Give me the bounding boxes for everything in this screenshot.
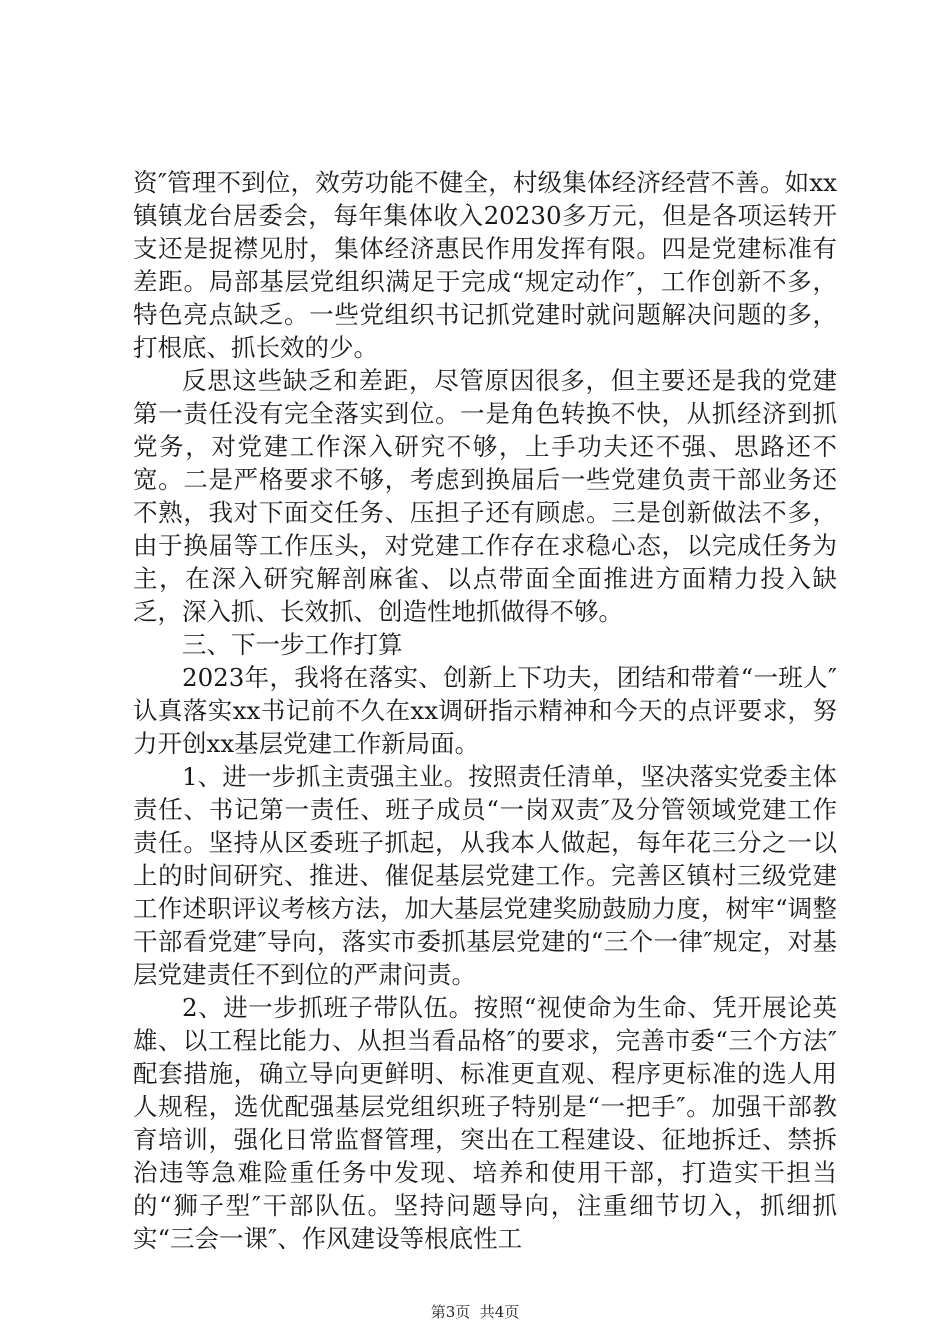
paragraph-2: 反思这些缺乏和差距，尽管原因很多，但主要还是我的党建第一责任没有完全落实到位。一是角色转换不快，从抓经济到抓党务，对党建工作深入研究不够，上手功夫还不强、思路还不宽。二是严格要求不够，考虑到换届后一些党建负责干部业务还不熟，我对下面交任务、压担子还有顾虑。三是创新做法不多，由于换届等工作压头，对党建工作存在求稳心态，以完成任务为主，在深入研究解剖麻雀、以点带面全面推进方面精力投入缺乏，深入抓、长效抓、创造性地抓做得不够。 [133,366,837,626]
page-number-label: 第3页 共4页 [430,1303,520,1321]
section-heading-3: 三、下一步工作打算 [182,630,403,659]
page-footer [0,1302,950,1322]
paragraph-4: 1、进一步抓主责强主业。按照责任清单，坚决落实党委主体责任、书记第一责任、班子成员“一岗双责″及分管领域党建工作责任。坚持从区委班子抓起，从我本人做起，每年花三分之一以上的时间研究、推进、催促基层党建工作。完善区镇村三级党建工作述职评议考核方法，加大基层党建奖励鼓励力度，树牢“调整干部看党建″导向，落实市委抓基层党建的“三个一律″规定，对基层党建责任不到位的严肃问责。 [133,762,837,989]
paragraph-3: 2023年，我将在落实、创新上下功夫，团结和带着“一班人″认真落实xx书记前不久在xx调研指示精神和今天的点评要求，努力开创xx基层党建工作新局面。 [133,663,837,758]
document-body [133,166,837,1255]
paragraph-5: 2、进一步抓班子带队伍。按照“视使命为生命、凭开展论英雄、以工程比能力、从担当看品格″的要求，完善市委“三个方法″配套措施，确立导向更鲜明、标准更直观、程序更标准的选人用人规程，选优配强基层党组织班子特别是“一把手″。加强干部教育培训，强化日常监督管理，突出在工程建设、征地拆迁、禁拆治违等急难险重任务中发现、培养和使用干部，打造实干担当的“狮子型″干部队伍。坚持问题导向，注重细节切入，抓细抓实“三会一课″、作风建设等根底性工 [133,993,837,1253]
paragraph-1: 资″管理不到位，效劳功能不健全，村级集体经济经营不善。如xx镇镇龙台居委会，每年集体收入20230多万元，但是各项运转开支还是捉襟见肘，集体经济惠民作用发挥有限。四是党建标准有差距。局部基层党组织满足于完成“规定动作″，工作创新不多，特色亮点缺乏。一些党组织书记抓党建时就问题解决问题的多，打根底、抓长效的少。 [133,168,837,362]
